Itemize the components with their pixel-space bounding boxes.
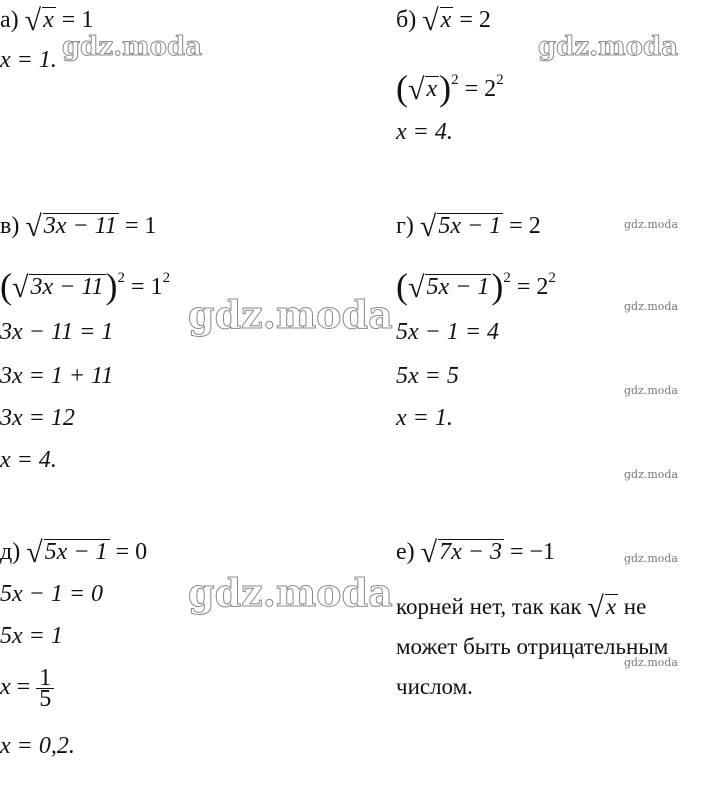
problem-e-equation: е) √7x − 3 = −1 xyxy=(396,536,556,569)
problem-g-label: г) xyxy=(396,213,414,239)
problem-b-label: б) xyxy=(396,7,417,33)
watermark: gdz.moda xyxy=(62,32,203,62)
problem-d-fraction: x = $\frac{1}{5}$ xyxy=(0,668,54,709)
watermark-small: gdz.moda xyxy=(624,218,679,231)
watermark-small: gdz.moda xyxy=(624,300,679,313)
watermark: gdz.moda xyxy=(188,570,393,615)
watermark: gdz.moda xyxy=(538,32,679,62)
problem-d-answer: x = 0,2. xyxy=(0,733,75,759)
problem-a-answer: x = 1. xyxy=(0,47,57,73)
problem-a-label: а) xyxy=(0,7,19,33)
problem-e-text-line: корней нет, так как √x не xyxy=(396,591,647,624)
watermark-small: gdz.moda xyxy=(624,656,679,669)
watermark: gdz.moda xyxy=(188,292,393,337)
sqrt-expression: √7x − 3 xyxy=(420,536,502,569)
problem-e-label: е) xyxy=(396,539,415,565)
problem-v-answer: x = 4. xyxy=(0,447,57,473)
problem-e-text-line: числом. xyxy=(396,674,473,699)
problem-v-squared: $(√3x - 11)^2 = 1^2$ xyxy=(0,266,171,306)
problem-d-step: 5x − 1 = 0 xyxy=(0,581,104,607)
problem-g-step: 5x = 5 xyxy=(396,363,459,389)
watermark-small: gdz.moda xyxy=(624,468,679,481)
problem-b-equation xyxy=(396,4,491,37)
problem-b-rhs: = 2 xyxy=(459,7,491,33)
fraction: $\frac{1}{5}$ xyxy=(36,668,54,709)
problem-v-step: 3x = 12 xyxy=(0,405,75,431)
problem-g-equation: г) √5x − 1 = 2 xyxy=(396,210,541,243)
problem-g-step: 5x − 1 = 4 xyxy=(396,319,500,345)
problem-d-label: д) xyxy=(0,539,21,565)
watermark-small: gdz.moda xyxy=(624,384,679,397)
problem-g-squared: $(√5x - 1)^2 = 2^2$ xyxy=(396,266,556,306)
sqrt-expression: √5x − 1 xyxy=(26,536,108,569)
sqrt-expression: √5x − 1 xyxy=(419,210,502,243)
problem-a-equation xyxy=(0,4,94,37)
problem-d-equation: д) √5x − 1 = 0 xyxy=(0,536,148,569)
problem-v-equation: в) √3x − 11 = 1 xyxy=(0,210,157,243)
problem-b-answer: x = 4. xyxy=(396,119,453,145)
problem-a-rhs: = 1 xyxy=(61,7,94,33)
watermark-small: gdz.moda xyxy=(624,552,679,565)
problem-v-label: в) xyxy=(0,213,20,239)
problem-b-squared: $(√x)^2 = 2^2$ xyxy=(396,68,504,108)
sqrt-x: √x xyxy=(422,4,452,37)
problem-g-answer: x = 1. xyxy=(396,405,453,431)
problem-d-step: 5x = 1 xyxy=(0,623,63,649)
problem-v-step: 3x = 1 + 11 xyxy=(0,363,114,389)
problem-e-text-line: может быть отрицательным xyxy=(396,634,669,659)
sqrt-x: √x xyxy=(24,4,54,37)
sqrt-expression: √3x − 11 xyxy=(25,210,117,243)
problem-v-step: 3x − 11 = 1 xyxy=(0,319,114,345)
